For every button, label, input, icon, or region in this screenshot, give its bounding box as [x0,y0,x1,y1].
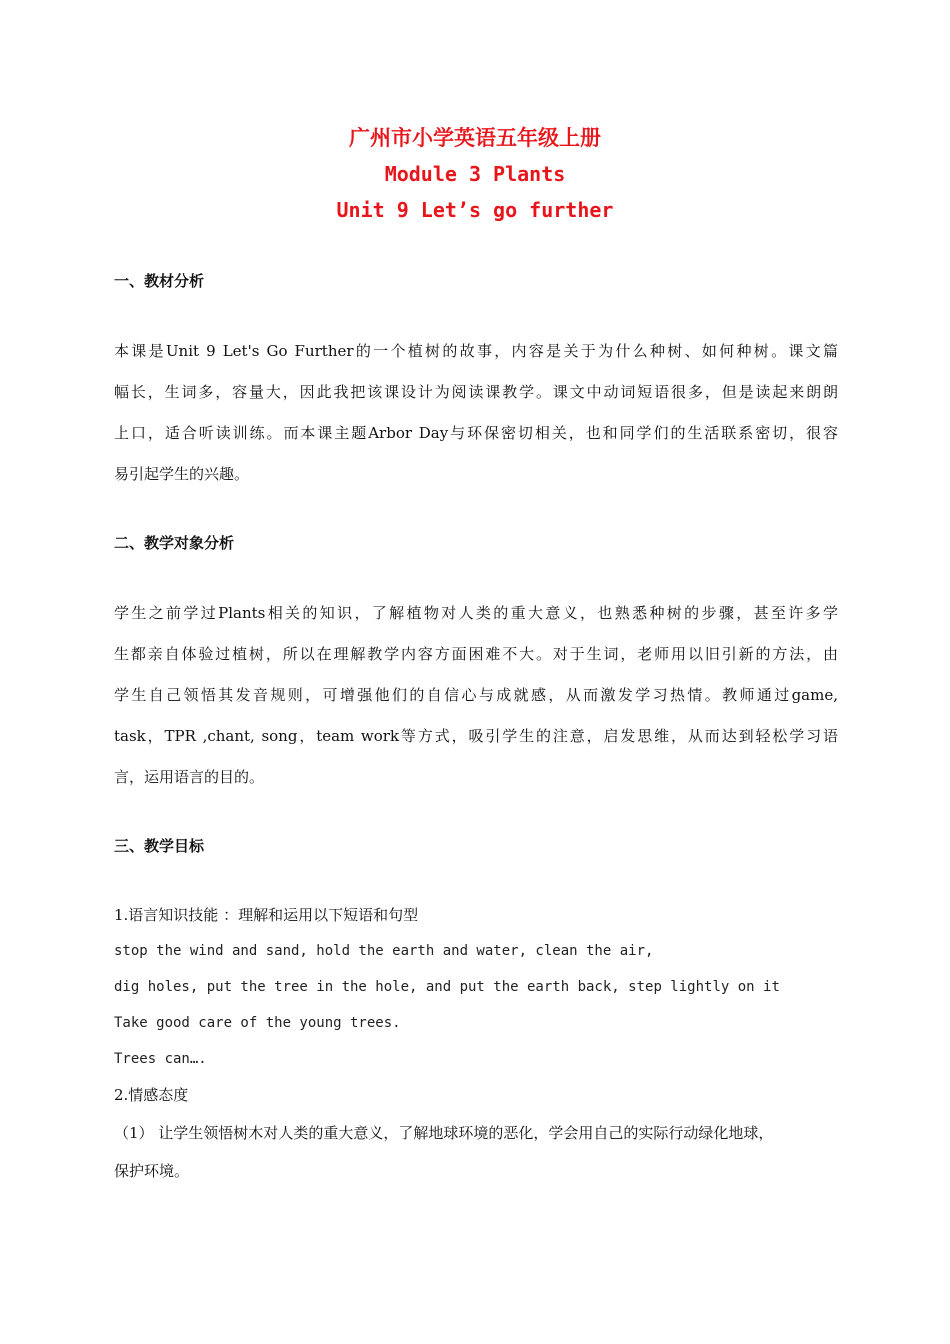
paragraph-line: 本课是Unit 9 Let's Go Further的一个植树的故事，内容是关于为什么种树、如何种树。课文篇 [114,342,838,360]
title-line-1: 广州市小学英语五年级上册 [349,125,601,150]
objective-item: （1） 让学生领悟树木对人类的重大意义，了解地球环境的恶化，学会用自己的实际行动绿化地球， [114,1124,774,1142]
paragraph-line: 生都亲自体验过植树，所以在理解教学内容方面困难不大。对于生词，老师用以旧引新的方法，由 [114,645,838,663]
paragraph-line: task，TPR ,chant, song，team work等方式，吸引学生的注意，启发思维，从而达到轻松学习语 [114,727,838,745]
paragraph-line: 幅长，生词多，容量大，因此我把该课设计为阅读课教学。课文中动词短语很多，但是读起来朗朗 [114,383,838,401]
section2-heading: 二、教学对象分析 [114,534,235,552]
title-line-3: Unit 9 Let’s go further [336,198,614,222]
objective-item: Take good care of the young trees. [114,1015,401,1031]
section2-paragraph [114,593,838,798]
paragraph-line: 学生之前学过Plants相关的知识，了解植物对人类的重大意义，也熟悉种树的步骤，甚至许多学 [114,604,838,622]
objective-item: 保护环境。 [114,1162,190,1180]
section1-paragraph [114,331,838,495]
objective-item: dig holes, put the tree in the hole, and put the earth back, step lightly on it [114,979,780,995]
objective-item: stop the wind and sand, hold the earth and water, clean the air, [114,943,654,959]
document-title [0,120,950,228]
paragraph-line: 上口，适合听读训练。而本课主题Arbor Day与环保密切相关，也和同学们的生活联系密切，很容 [114,424,838,442]
objective-item: 1.语言知识技能 ：理解和运用以下短语和句型 [114,906,419,924]
title-line-2: Module 3 Plants [384,162,566,186]
section1-heading: 一、教材分析 [114,272,205,290]
paragraph-line: 学生自己领悟其发音规则，可增强他们的自信心与成就感，从而激发学习热情。教师通过game, [114,686,838,704]
section3-heading: 三、教学目标 [114,837,205,855]
section3-content [114,897,854,1189]
paragraph-line: 言，运用语言的目的。 [114,768,265,786]
objective-item: 2.情感态度 [114,1086,189,1104]
objective-item: Trees can…. [114,1051,207,1067]
paragraph-line: 易引起学生的兴趣。 [114,465,250,483]
